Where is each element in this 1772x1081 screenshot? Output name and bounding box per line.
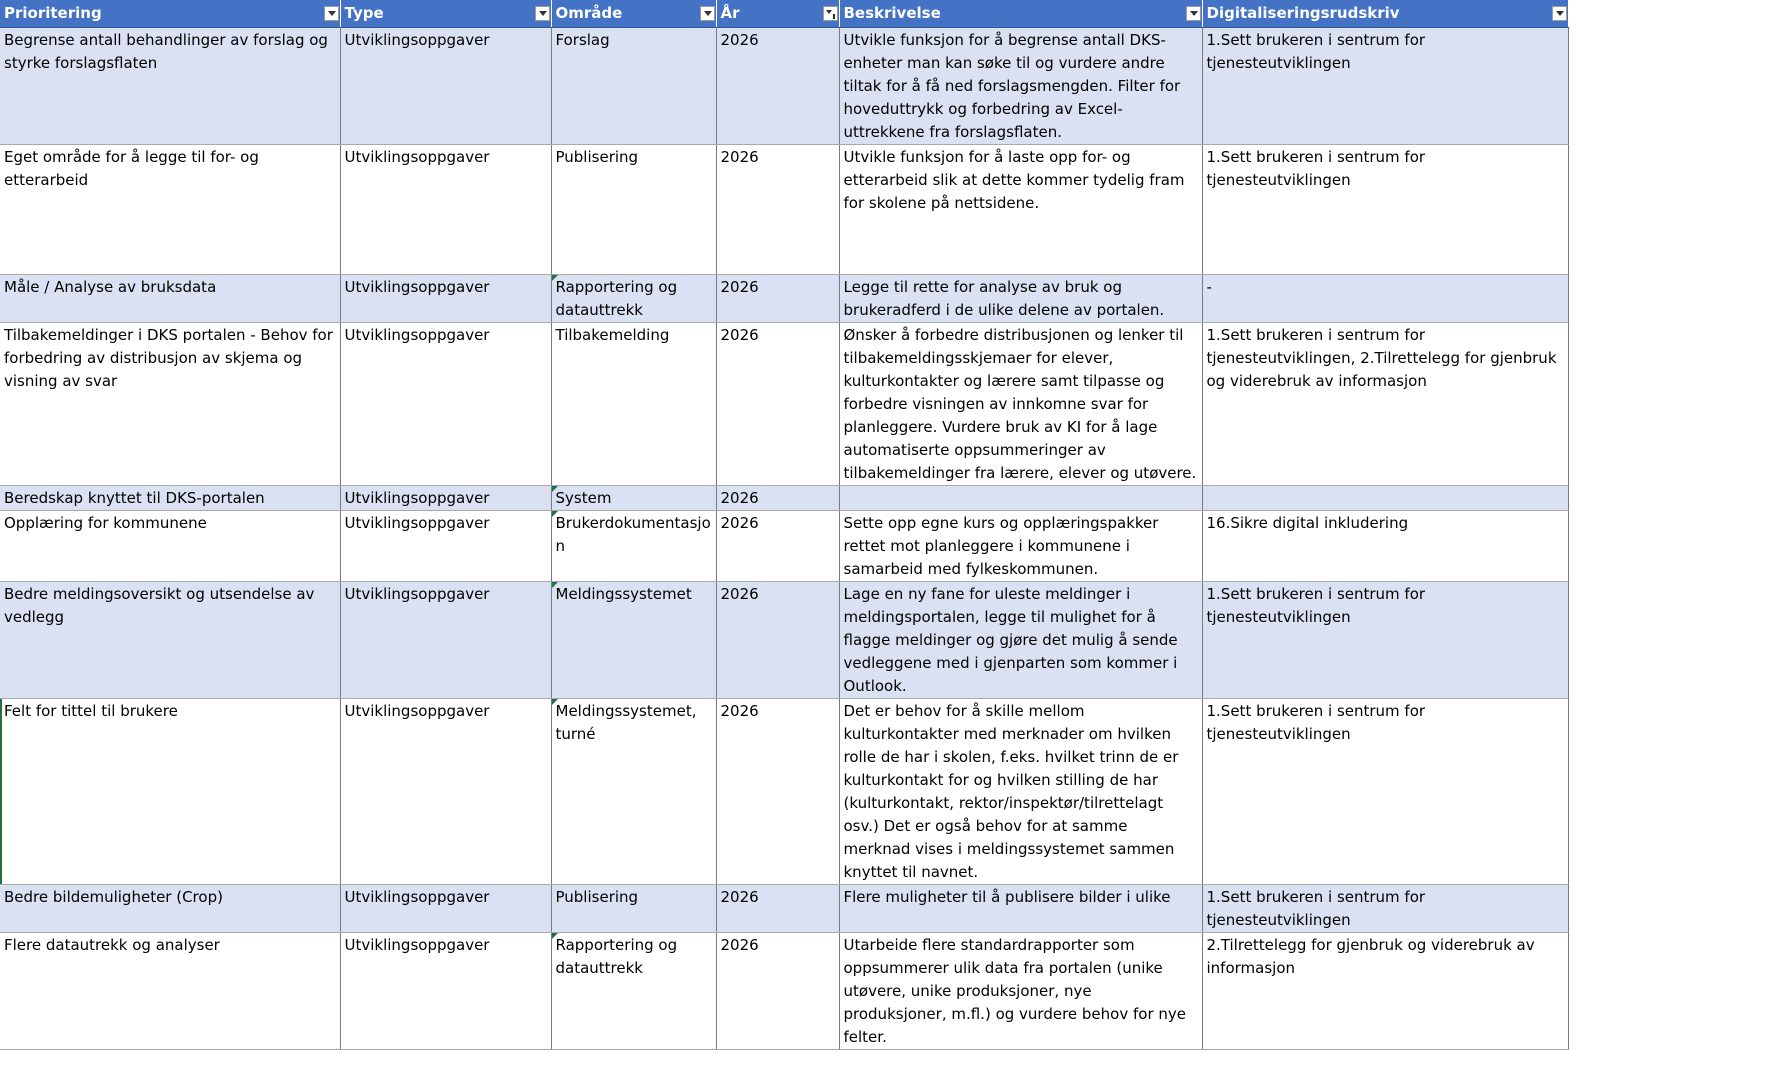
cell-digitalisering[interactable] bbox=[1202, 486, 1568, 511]
column-header-ar[interactable] bbox=[716, 0, 839, 28]
cell-prioritering[interactable]: Måle / Analyse av bruksdata bbox=[0, 275, 340, 323]
column-header-label: Prioritering bbox=[4, 4, 102, 22]
column-header-digitalisering[interactable] bbox=[1202, 0, 1568, 28]
cell-omrade[interactable]: Rapportering og datauttrekk bbox=[551, 933, 716, 1050]
cell-ar[interactable]: 2026 bbox=[716, 885, 839, 933]
column-header-label: Beskrivelse bbox=[843, 4, 941, 22]
cell-digitalisering[interactable]: 1.Sett brukeren i sentrum for tjenesteutviklingen bbox=[1202, 699, 1568, 885]
table-row bbox=[0, 323, 1568, 486]
table-row bbox=[0, 699, 1568, 885]
cell-type[interactable]: Utviklingsoppgaver bbox=[340, 486, 551, 511]
table-row bbox=[0, 885, 1568, 933]
cell-prioritering[interactable]: Felt for tittel til brukere bbox=[0, 699, 340, 885]
table-row bbox=[0, 28, 1568, 145]
cell-type[interactable]: Utviklingsoppgaver bbox=[340, 582, 551, 699]
column-header-beskrivelse[interactable] bbox=[839, 0, 1202, 28]
cell-ar[interactable]: 2026 bbox=[716, 511, 839, 582]
cell-beskrivelse[interactable]: Flere muligheter til å publisere bilder i ulike bbox=[839, 885, 1202, 933]
cell-prioritering[interactable]: Tilbakemeldinger i DKS portalen - Behov for forbedring av distribusjon av skjema og visning av svar bbox=[0, 323, 340, 486]
cell-prioritering[interactable]: Beredskap knyttet til DKS-portalen bbox=[0, 486, 340, 511]
cell-omrade[interactable]: Tilbakemelding bbox=[551, 323, 716, 486]
cell-omrade[interactable]: System bbox=[551, 486, 716, 511]
cell-omrade[interactable]: Brukerdokumentasjon bbox=[551, 511, 716, 582]
cell-ar[interactable]: 2026 bbox=[716, 699, 839, 885]
cell-ar[interactable]: 2026 bbox=[716, 275, 839, 323]
table-row bbox=[0, 145, 1568, 275]
cell-type[interactable]: Utviklingsoppgaver bbox=[340, 28, 551, 145]
cell-digitalisering[interactable]: 1.Sett brukeren i sentrum for tjenesteutviklingen bbox=[1202, 28, 1568, 145]
cell-type[interactable]: Utviklingsoppgaver bbox=[340, 145, 551, 275]
cell-digitalisering[interactable]: - bbox=[1202, 275, 1568, 323]
column-header-omrade[interactable] bbox=[551, 0, 716, 28]
column-header-type[interactable] bbox=[340, 0, 551, 28]
cell-digitalisering[interactable]: 1.Sett brukeren i sentrum for tjenesteutviklingen bbox=[1202, 145, 1568, 275]
cell-beskrivelse[interactable]: Lage en ny fane for uleste meldinger i meldingsportalen, legge til mulighet for å flagge meldinger og gjøre det mulig å sende vedleggene med i gjenparten som kommer i Outlook. bbox=[839, 582, 1202, 699]
column-header-label: År bbox=[720, 4, 740, 22]
column-header-label: Område bbox=[555, 4, 623, 22]
cell-beskrivelse[interactable]: Sette opp egne kurs og opplæringspakker rettet mot planleggere i kommunene i samarbeid med fylkeskommunen. bbox=[839, 511, 1202, 582]
cell-ar[interactable]: 2026 bbox=[716, 582, 839, 699]
cell-digitalisering[interactable]: 1.Sett brukeren i sentrum for tjenesteutviklingen, 2.Tilrettelegg for gjenbruk og viderebruk av informasjon bbox=[1202, 323, 1568, 486]
table-row bbox=[0, 486, 1568, 511]
cell-type[interactable]: Utviklingsoppgaver bbox=[340, 275, 551, 323]
cell-digitalisering[interactable]: 16.Sikre digital inkludering bbox=[1202, 511, 1568, 582]
cell-type[interactable]: Utviklingsoppgaver bbox=[340, 885, 551, 933]
cell-beskrivelse[interactable]: Det er behov for å skille mellom kulturkontakter med merknader om hvilken rolle de har i skolen, f.eks. hvilket trinn de er kulturkontakt for og hvilken stilling de har (kulturkontakt, rektor/inspektør/tilrettelagt osv.) Det er også behov for at samme merknad vises i meldingssystemet sammen knyttet til navnet. bbox=[839, 699, 1202, 885]
filter-dropdown-icon[interactable] bbox=[1186, 6, 1201, 21]
table-row bbox=[0, 275, 1568, 323]
cell-beskrivelse[interactable] bbox=[839, 486, 1202, 511]
column-header-prioritering[interactable] bbox=[0, 0, 340, 28]
cell-beskrivelse[interactable]: Utarbeide flere standardrapporter som oppsummerer ulik data fra portalen (unike utøvere, unike produksjoner, nye produksjoner, m.fl.) og vurdere behov for nye felter. bbox=[839, 933, 1202, 1050]
cell-type[interactable]: Utviklingsoppgaver bbox=[340, 699, 551, 885]
cell-type[interactable]: Utviklingsoppgaver bbox=[340, 511, 551, 582]
cell-type[interactable]: Utviklingsoppgaver bbox=[340, 323, 551, 486]
cell-omrade[interactable]: Forslag bbox=[551, 28, 716, 145]
cell-omrade[interactable]: Publisering bbox=[551, 145, 716, 275]
filter-dropdown-icon[interactable] bbox=[324, 6, 339, 21]
table-row bbox=[0, 933, 1568, 1050]
cell-omrade[interactable]: Meldingssystemet, turné bbox=[551, 699, 716, 885]
filter-active-icon[interactable] bbox=[823, 6, 838, 21]
cell-digitalisering[interactable]: 2.Tilrettelegg for gjenbruk og viderebruk av informasjon bbox=[1202, 933, 1568, 1050]
cell-ar[interactable]: 2026 bbox=[716, 145, 839, 275]
cell-prioritering[interactable]: Eget område for å legge til for- og etterarbeid bbox=[0, 145, 340, 275]
column-header-label: Digitaliseringsrudskriv bbox=[1206, 4, 1400, 22]
cell-ar[interactable]: 2026 bbox=[716, 28, 839, 145]
cell-omrade[interactable]: Meldingssystemet bbox=[551, 582, 716, 699]
filter-dropdown-icon[interactable] bbox=[535, 6, 550, 21]
header-row bbox=[0, 0, 1568, 28]
cell-digitalisering[interactable]: 1.Sett brukeren i sentrum for tjenesteutviklingen bbox=[1202, 582, 1568, 699]
cell-prioritering[interactable]: Flere datautrekk og analyser bbox=[0, 933, 340, 1050]
cell-prioritering[interactable]: Opplæring for kommunene bbox=[0, 511, 340, 582]
cell-ar[interactable]: 2026 bbox=[716, 323, 839, 486]
cell-ar[interactable]: 2026 bbox=[716, 486, 839, 511]
cell-beskrivelse[interactable]: Utvikle funksjon for å laste opp for- og etterarbeid slik at dette kommer tydelig fram for skolene på nettsidene. bbox=[839, 145, 1202, 275]
cell-ar[interactable]: 2026 bbox=[716, 933, 839, 1050]
cell-beskrivelse[interactable]: Ønsker å forbedre distribusjonen og lenker til tilbakemeldingsskjemaer for elever, kulturkontakter og lærere samt tilpasse og forbedre visningen av innkomne svar for planleggere. Vurdere bruk av KI for å lage automatiserte oppsummeringer av tilbakemeldinger fra lærere, elever og utøvere. bbox=[839, 323, 1202, 486]
cell-omrade[interactable]: Publisering bbox=[551, 885, 716, 933]
table-row bbox=[0, 511, 1568, 582]
table-row bbox=[0, 582, 1568, 699]
cell-prioritering[interactable]: Bedre meldingsoversikt og utsendelse av vedlegg bbox=[0, 582, 340, 699]
cell-beskrivelse[interactable]: Legge til rette for analyse av bruk og brukeradferd i de ulike delene av portalen. bbox=[839, 275, 1202, 323]
cell-type[interactable]: Utviklingsoppgaver bbox=[340, 933, 551, 1050]
filter-dropdown-icon[interactable] bbox=[1552, 6, 1567, 21]
cell-omrade[interactable]: Rapportering og datauttrekk bbox=[551, 275, 716, 323]
column-header-label: Type bbox=[344, 4, 384, 22]
cell-prioritering[interactable]: Bedre bildemuligheter (Crop) bbox=[0, 885, 340, 933]
cell-beskrivelse[interactable]: Utvikle funksjon for å begrense antall DKS-enheter man kan søke til og vurdere andre tiltak for å få ned forslagsmengden. Filter for hoveduttrykk og forbedring av Excel-uttrekkene fra forslagsflaten. bbox=[839, 28, 1202, 145]
cell-prioritering[interactable]: Begrense antall behandlinger av forslag og styrke forslagsflaten bbox=[0, 28, 340, 145]
cell-digitalisering[interactable]: 1.Sett brukeren i sentrum for tjenesteutviklingen bbox=[1202, 885, 1568, 933]
filter-dropdown-icon[interactable] bbox=[700, 6, 715, 21]
